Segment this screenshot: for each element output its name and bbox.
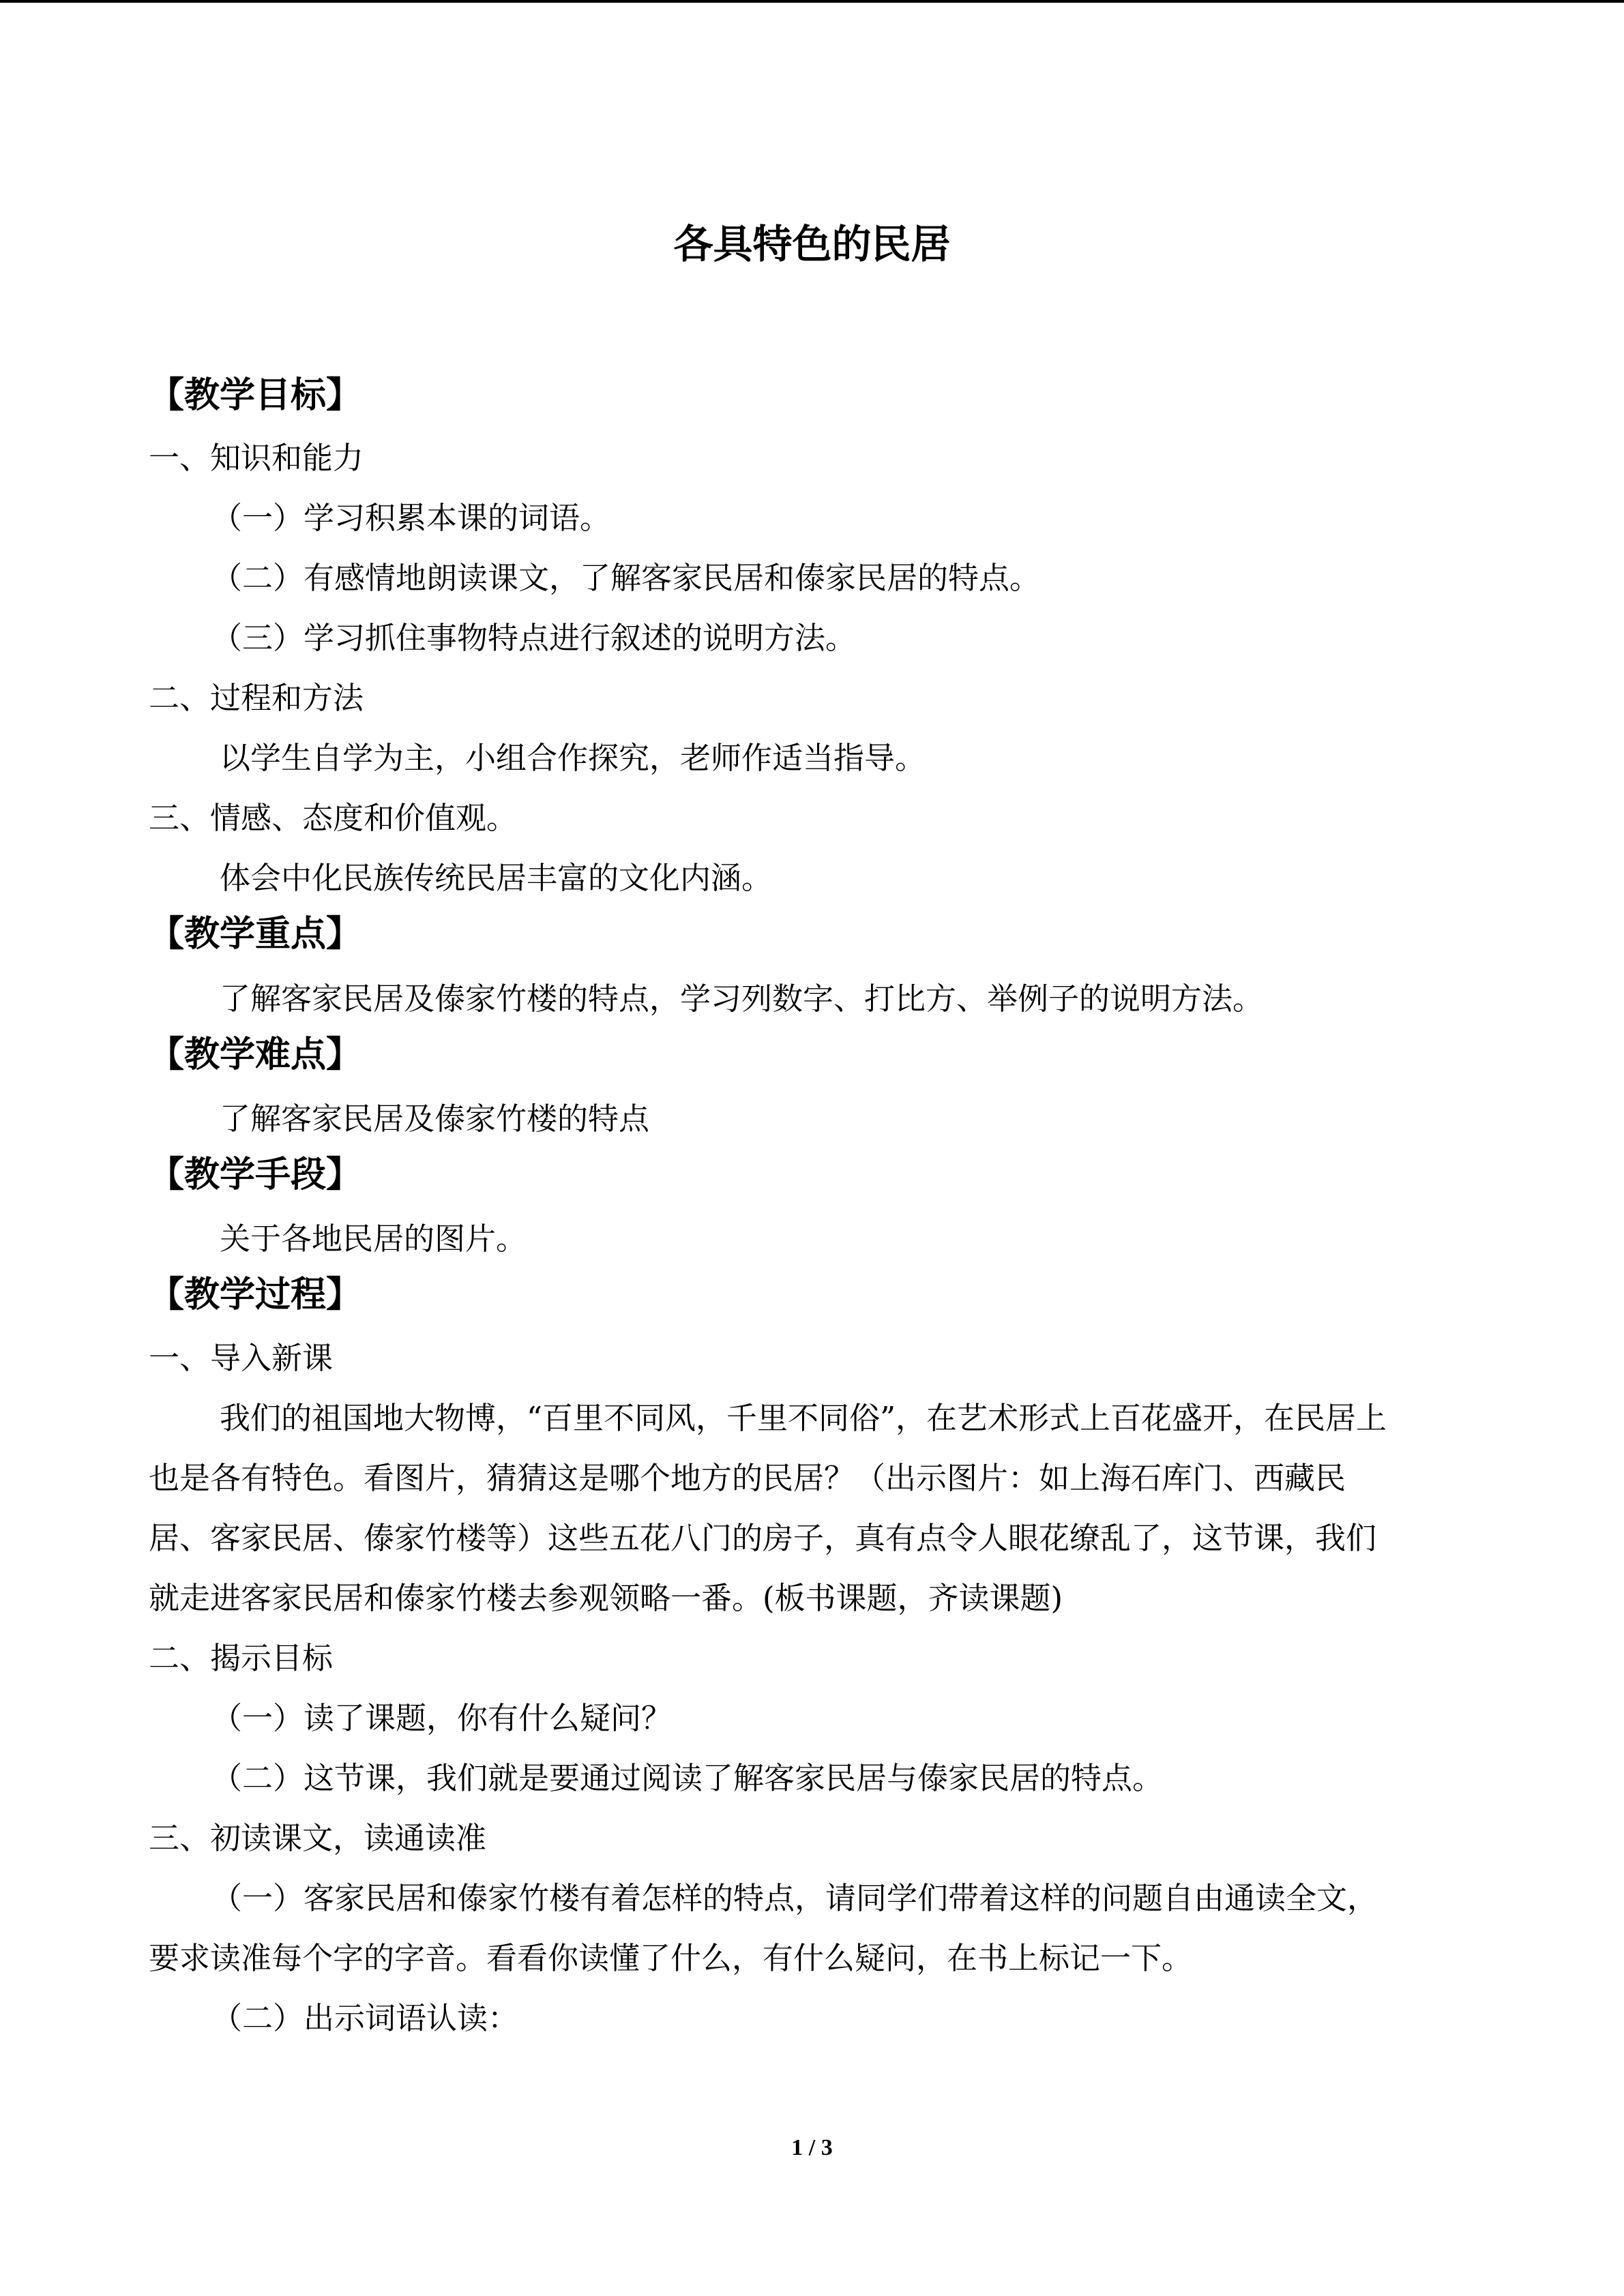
procedure-objectives-item-2: （二）这节课，我们就是要通过阅读了解客家民居与傣家民居的特点。 [211, 1760, 1164, 1796]
means-text: 关于各地民居的图片。 [220, 1221, 527, 1257]
document-title: 各具特色的民居 [673, 221, 951, 267]
procedure-first-read-item-1-line-1: （一）客家民居和傣家竹楼有着怎样的特点，请同学们带着这样的问题自由通读全文， [211, 1880, 1378, 1916]
procedure-first-read-item-1-line-2: 要求读准每个字的字音。看看你读懂了什么，有什么疑问，在书上标记一下。 [149, 1940, 1193, 1976]
goal-knowledge-label: 一、知识和能力 [149, 440, 364, 476]
heading-teaching-procedure: 【教学过程】 [149, 1274, 362, 1315]
key-points-text: 了解客家民居及傣家竹楼的特点，学习列数字、打比方、举例子的说明方法。 [220, 981, 1264, 1017]
goal-knowledge-item-3: （三）学习抓住事物特点进行叙述的说明方法。 [211, 620, 857, 656]
goal-process-label: 二、过程和方法 [149, 680, 364, 716]
difficulties-text: 了解客家民居及傣家竹楼的特点 [220, 1101, 650, 1137]
heading-difficulties: 【教学难点】 [149, 1034, 362, 1075]
procedure-intro-line-3: 居、客家民居、傣家竹楼等）这些五花八门的房子，真有点令人眼花缭乱了，这节课，我们 [149, 1520, 1377, 1556]
goal-knowledge-item-2: （二）有感情地朗读课文，了解客家民居和傣家民居的特点。 [211, 560, 1041, 596]
procedure-first-read-item-2: （二）出示词语认读： [211, 2000, 519, 2036]
goal-emotion-text: 体会中化民族传统民居丰富的文化内涵。 [220, 860, 773, 896]
heading-teaching-goals: 【教学目标】 [149, 375, 362, 416]
procedure-intro-label: 一、导入新课 [149, 1340, 334, 1376]
procedure-objectives-item-1: （一）读了课题，你有什么疑问？ [211, 1700, 673, 1736]
procedure-intro-line-2: 也是各有特色。看图片，猜猜这是哪个地方的民居？（出示图片：如上海石库门、西藏民 [149, 1460, 1346, 1496]
heading-key-points: 【教学重点】 [149, 914, 362, 955]
procedure-objectives-label: 二、揭示目标 [149, 1640, 334, 1676]
page-top-border [0, 0, 1624, 3]
procedure-intro-line-1: 我们的祖国地大物博，“百里不同风，千里不同俗”，在艺术形式上百花盛开，在民居上 [220, 1400, 1387, 1436]
heading-teaching-means: 【教学手段】 [149, 1154, 362, 1195]
goal-process-text: 以学生自学为主，小组合作探究，老师作适当指导。 [220, 740, 926, 776]
goal-knowledge-item-1: （一）学习积累本课的词语。 [211, 500, 611, 536]
procedure-first-read-label: 三、初读课文，读通读准 [149, 1820, 487, 1856]
procedure-intro-line-4: 就走进客家民居和傣家竹楼去参观领略一番。(板书课题，齐读课题) [149, 1580, 1063, 1616]
goal-emotion-label: 三、情感、态度和价值观。 [149, 800, 518, 836]
page-number: 1 / 3 [791, 2135, 833, 2160]
